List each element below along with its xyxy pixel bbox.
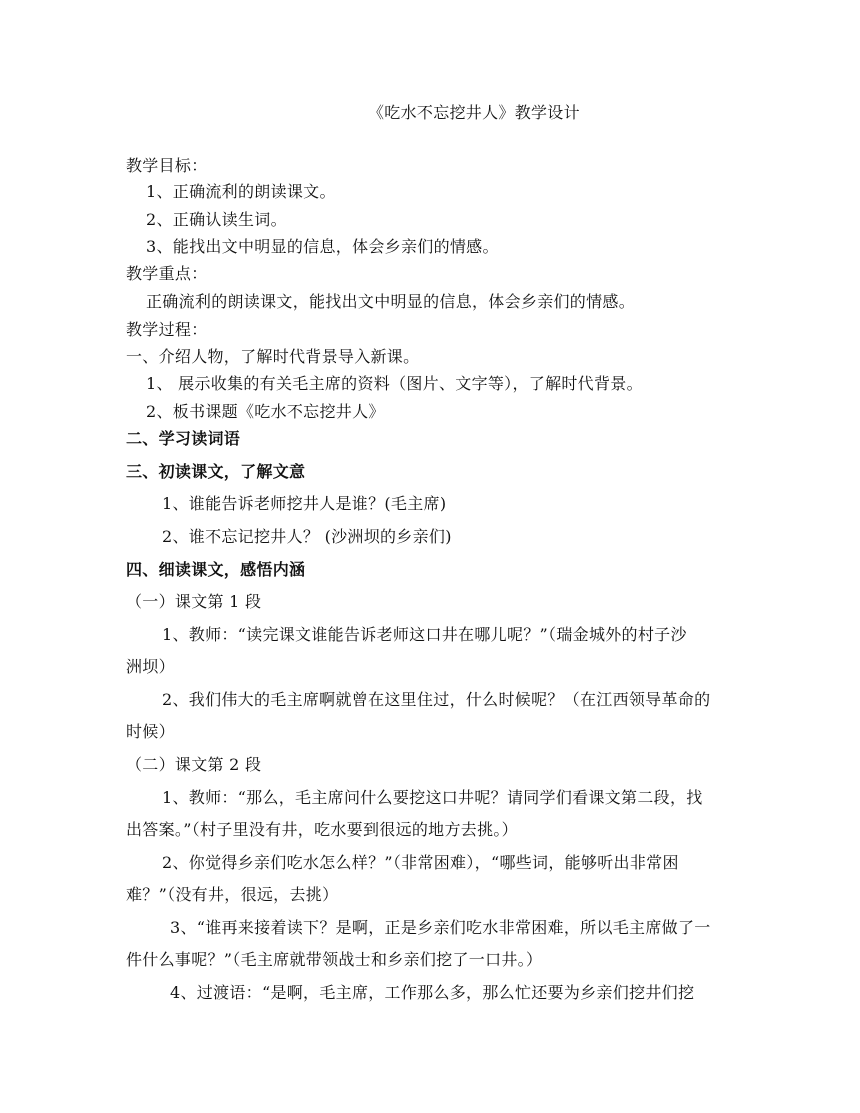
step-heading: 一、介绍人物，了解时代背景导入新课。 — [126, 347, 420, 366]
step-heading: 二、学习读词语 — [126, 429, 241, 448]
goal-item: 3、能找出文中明显的信息，体会乡亲们的情感。 — [146, 237, 499, 256]
key-point-text: 正确流利的朗读课文，能找出文中明显的信息，体会乡亲们的情感。 — [146, 292, 636, 311]
paragraph-line: 2、我们伟大的毛主席啊就曾在这里住过，什么时候呢？（在江西领导革命的 — [162, 690, 711, 709]
goal-item: 1、正确流利的朗读课文。 — [146, 182, 336, 201]
step-item: 1、谁能告诉老师挖井人是谁？(毛主席) — [162, 494, 447, 513]
goal-item: 2、正确认读生词。 — [146, 210, 287, 229]
paragraph-line: 1、教师：“那么，毛主席问什么要挖这口井呢？请同学们看课文第二段，找 — [162, 788, 703, 807]
step-heading: 三、初读课文，了解文意 — [126, 462, 306, 481]
subsection-heading: （二）课文第 2 段 — [126, 755, 262, 774]
step-item: 1、 展示收集的有关毛主席的资料（图片、文字等），了解时代背景。 — [146, 374, 643, 393]
paragraph-line: 洲坝） — [126, 657, 175, 676]
paragraph-line: 1、教师：“读完课文谁能告诉老师这口井在哪儿呢？”（瑞金城外的村子沙 — [162, 625, 687, 644]
paragraph-line: 4、过渡语：“是啊，毛主席，工作那么多，那么忙还要为乡亲们挖井们挖 — [170, 983, 695, 1002]
paragraph-line: 2、你觉得乡亲们吃水怎么样？”（非常困难），“哪些词，能够听出非常困 — [162, 853, 679, 872]
section-heading-process: 教学过程： — [126, 320, 208, 339]
paragraph-line: 件什么事呢？”（毛主席就带领战士和乡亲们挖了一口井。） — [126, 950, 543, 969]
paragraph-line: 难？”（没有井，很远，去挑） — [126, 885, 339, 904]
step-item: 2、谁不忘记挖井人？ (沙洲坝的乡亲们) — [162, 527, 452, 546]
paragraph-line: 时候） — [126, 722, 175, 741]
paragraph-line: 3、“谁再来接着读下？是啊，正是乡亲们吃水非常困难，所以毛主席做了一 — [170, 918, 711, 937]
step-heading: 四、细读课文，感悟内涵 — [126, 560, 306, 579]
section-heading-key-points: 教学重点： — [126, 264, 208, 283]
document-title: 《吃水不忘挖井人》教学设计 — [368, 103, 580, 122]
section-heading-goals: 教学目标： — [126, 156, 208, 175]
step-item: 2、板书课题《吃水不忘挖井人》 — [146, 402, 385, 421]
paragraph-line: 出答案。”（村子里没有井，吃水要到很远的地方去挑。） — [126, 820, 518, 839]
subsection-heading: （一）课文第 1 段 — [126, 592, 262, 611]
